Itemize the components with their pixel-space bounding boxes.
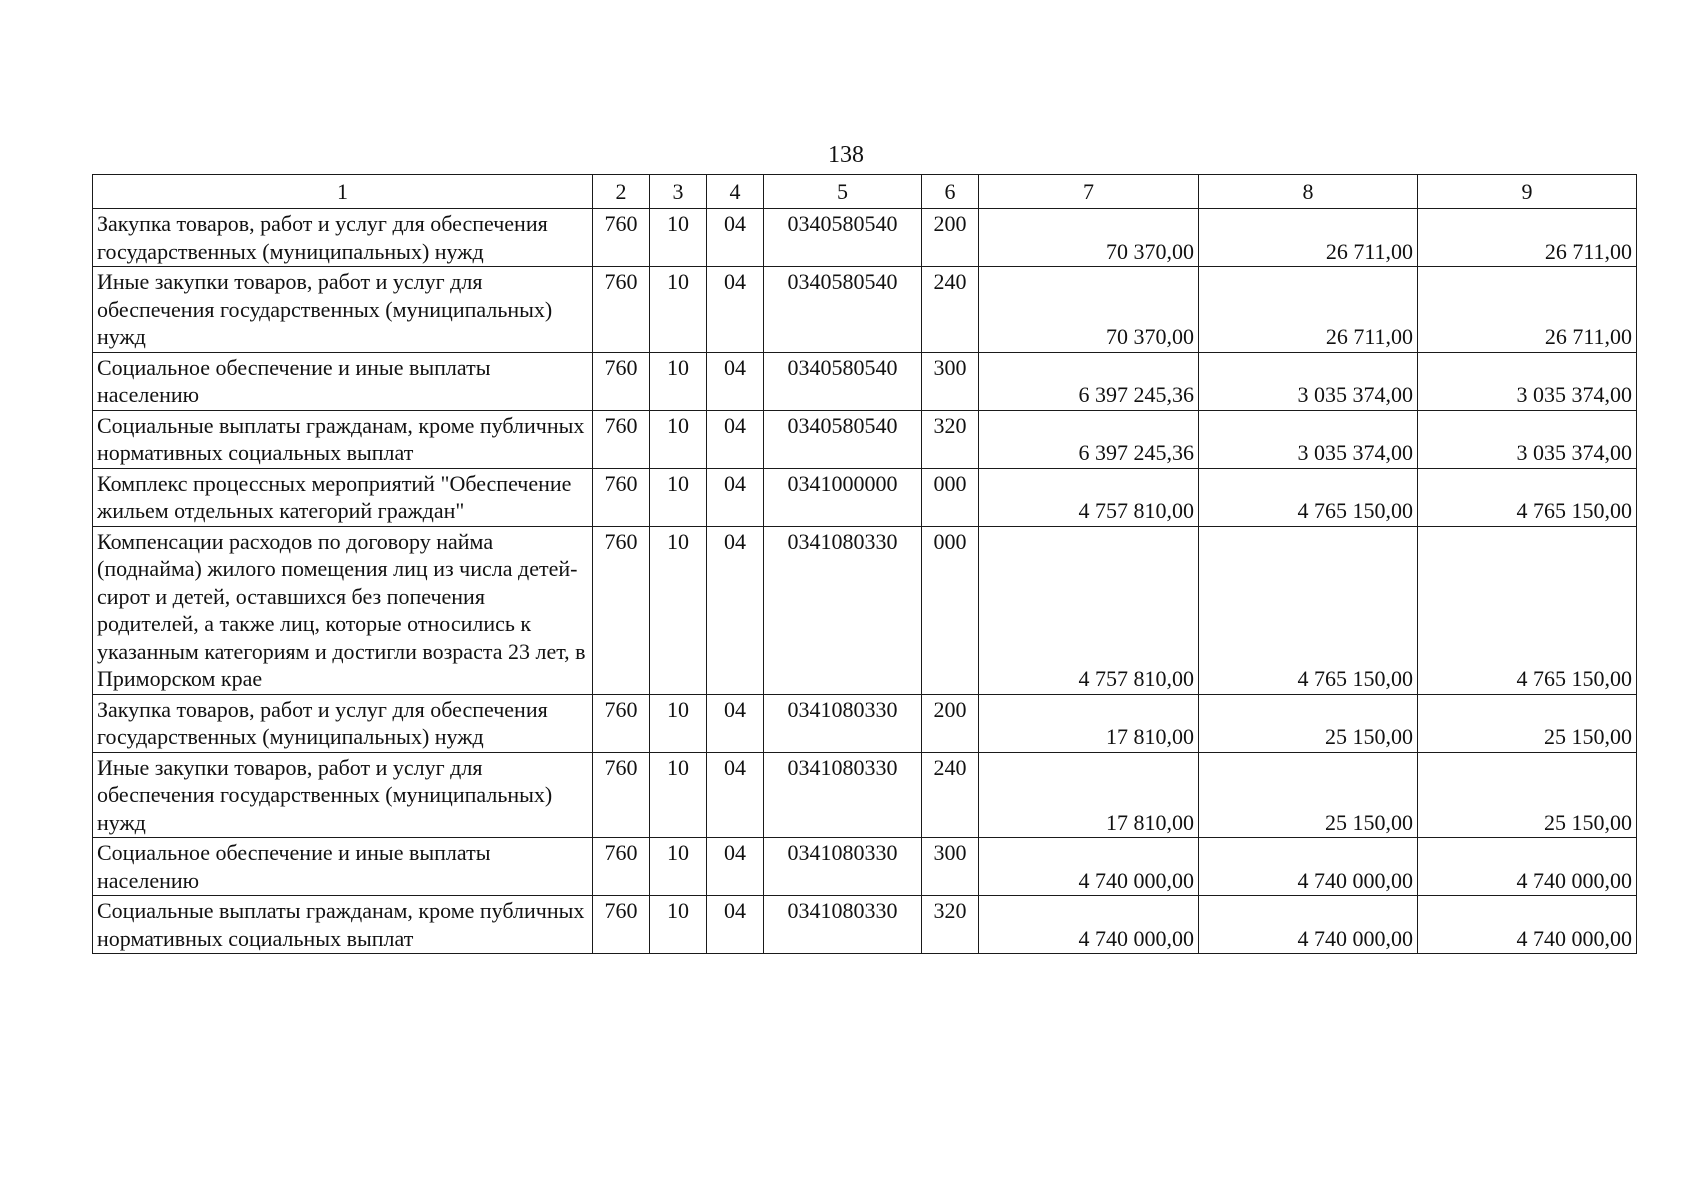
- amount-col8: 4 740 000,00: [1199, 838, 1418, 896]
- expense-type-code: 200: [922, 694, 979, 752]
- expense-name: Комплекс процессных мероприятий "Обеспечение жильем отдельных категорий граждан": [93, 468, 593, 526]
- expense-name: Социальное обеспечение и иные выплаты населению: [93, 838, 593, 896]
- expense-name: Социальное обеспечение и иные выплаты населению: [93, 352, 593, 410]
- column-header: 1: [93, 175, 593, 209]
- column-header: 4: [707, 175, 764, 209]
- section-code: 10: [650, 468, 707, 526]
- section-code: 10: [650, 352, 707, 410]
- expense-type-code: 200: [922, 209, 979, 267]
- amount-col7: 6 397 245,36: [979, 410, 1199, 468]
- column-header: 6: [922, 175, 979, 209]
- ministry-code: 760: [593, 410, 650, 468]
- table-row: [93, 838, 1637, 896]
- expense-type-code: 000: [922, 468, 979, 526]
- expense-name: Социальные выплаты гражданам, кроме публичных нормативных социальных выплат: [93, 896, 593, 954]
- table-row: [93, 526, 1637, 694]
- amount-col9: 4 765 150,00: [1418, 468, 1637, 526]
- column-header: 8: [1199, 175, 1418, 209]
- subsection-code: 04: [707, 526, 764, 694]
- table-row: [93, 267, 1637, 353]
- column-header: 9: [1418, 175, 1637, 209]
- amount-col8: 4 765 150,00: [1199, 468, 1418, 526]
- amount-col8: 4 740 000,00: [1199, 896, 1418, 954]
- target-article-code: 0341000000: [764, 468, 922, 526]
- expense-name: Компенсации расходов по договору найма (поднайма) жилого помещения лиц из числа детей-сирот и детей, оставшихся без попечения родителей, а также лиц, которые относились к указанным категориям и достигли возраста 23 лет, в Приморском крае: [93, 526, 593, 694]
- expense-type-code: 240: [922, 267, 979, 353]
- amount-col7: 4 757 810,00: [979, 468, 1199, 526]
- amount-col7: 70 370,00: [979, 267, 1199, 353]
- ministry-code: 760: [593, 468, 650, 526]
- expense-type-code: 300: [922, 352, 979, 410]
- target-article-code: 0341080330: [764, 752, 922, 838]
- amount-col8: 26 711,00: [1199, 267, 1418, 353]
- amount-col9: 4 740 000,00: [1418, 838, 1637, 896]
- expense-type-code: 000: [922, 526, 979, 694]
- amount-col7: 4 740 000,00: [979, 896, 1199, 954]
- table-row: [93, 352, 1637, 410]
- expense-name: Социальные выплаты гражданам, кроме публичных нормативных социальных выплат: [93, 410, 593, 468]
- section-code: 10: [650, 694, 707, 752]
- section-code: 10: [650, 209, 707, 267]
- column-header: 2: [593, 175, 650, 209]
- section-code: 10: [650, 410, 707, 468]
- subsection-code: 04: [707, 694, 764, 752]
- amount-col8: 26 711,00: [1199, 209, 1418, 267]
- amount-col9: 4 765 150,00: [1418, 526, 1637, 694]
- budget-table: [92, 174, 1637, 954]
- target-article-code: 0341080330: [764, 896, 922, 954]
- table-row: [93, 410, 1637, 468]
- ministry-code: 760: [593, 896, 650, 954]
- expense-name: Иные закупки товаров, работ и услуг для обеспечения государственных (муниципальных) нужд: [93, 752, 593, 838]
- subsection-code: 04: [707, 410, 764, 468]
- amount-col7: 4 757 810,00: [979, 526, 1199, 694]
- section-code: 10: [650, 526, 707, 694]
- column-number-row: [93, 175, 1637, 209]
- section-code: 10: [650, 896, 707, 954]
- subsection-code: 04: [707, 838, 764, 896]
- amount-col9: 26 711,00: [1418, 209, 1637, 267]
- target-article-code: 0341080330: [764, 838, 922, 896]
- table-row: [93, 209, 1637, 267]
- column-header: 3: [650, 175, 707, 209]
- subsection-code: 04: [707, 209, 764, 267]
- expense-name: Закупка товаров, работ и услуг для обеспечения государственных (муниципальных) нужд: [93, 209, 593, 267]
- ministry-code: 760: [593, 267, 650, 353]
- expense-type-code: 240: [922, 752, 979, 838]
- section-code: 10: [650, 752, 707, 838]
- table-row: [93, 694, 1637, 752]
- amount-col7: 4 740 000,00: [979, 838, 1199, 896]
- amount-col9: 3 035 374,00: [1418, 410, 1637, 468]
- target-article-code: 0340580540: [764, 352, 922, 410]
- subsection-code: 04: [707, 896, 764, 954]
- amount-col7: 17 810,00: [979, 694, 1199, 752]
- target-article-code: 0340580540: [764, 209, 922, 267]
- target-article-code: 0341080330: [764, 526, 922, 694]
- expense-name: Иные закупки товаров, работ и услуг для обеспечения государственных (муниципальных) нужд: [93, 267, 593, 353]
- section-code: 10: [650, 838, 707, 896]
- expense-type-code: 300: [922, 838, 979, 896]
- ministry-code: 760: [593, 838, 650, 896]
- amount-col8: 25 150,00: [1199, 752, 1418, 838]
- amount-col9: 26 711,00: [1418, 267, 1637, 353]
- amount-col7: 17 810,00: [979, 752, 1199, 838]
- ministry-code: 760: [593, 352, 650, 410]
- ministry-code: 760: [593, 752, 650, 838]
- target-article-code: 0340580540: [764, 410, 922, 468]
- section-code: 10: [650, 267, 707, 353]
- amount-col9: 4 740 000,00: [1418, 896, 1637, 954]
- ministry-code: 760: [593, 694, 650, 752]
- subsection-code: 04: [707, 352, 764, 410]
- expense-name: Закупка товаров, работ и услуг для обеспечения государственных (муниципальных) нужд: [93, 694, 593, 752]
- amount-col7: 70 370,00: [979, 209, 1199, 267]
- expense-type-code: 320: [922, 896, 979, 954]
- amount-col9: 3 035 374,00: [1418, 352, 1637, 410]
- amount-col9: 25 150,00: [1418, 694, 1637, 752]
- column-header: 7: [979, 175, 1199, 209]
- table-row: [93, 896, 1637, 954]
- amount-col8: 3 035 374,00: [1199, 410, 1418, 468]
- column-header: 5: [764, 175, 922, 209]
- amount-col8: 25 150,00: [1199, 694, 1418, 752]
- table-row: [93, 468, 1637, 526]
- amount-col8: 4 765 150,00: [1199, 526, 1418, 694]
- subsection-code: 04: [707, 752, 764, 838]
- expense-type-code: 320: [922, 410, 979, 468]
- table-row: [93, 752, 1637, 838]
- ministry-code: 760: [593, 209, 650, 267]
- amount-col7: 6 397 245,36: [979, 352, 1199, 410]
- amount-col8: 3 035 374,00: [1199, 352, 1418, 410]
- target-article-code: 0340580540: [764, 267, 922, 353]
- ministry-code: 760: [593, 526, 650, 694]
- amount-col9: 25 150,00: [1418, 752, 1637, 838]
- subsection-code: 04: [707, 267, 764, 353]
- target-article-code: 0341080330: [764, 694, 922, 752]
- subsection-code: 04: [707, 468, 764, 526]
- page-number: 138: [828, 142, 864, 168]
